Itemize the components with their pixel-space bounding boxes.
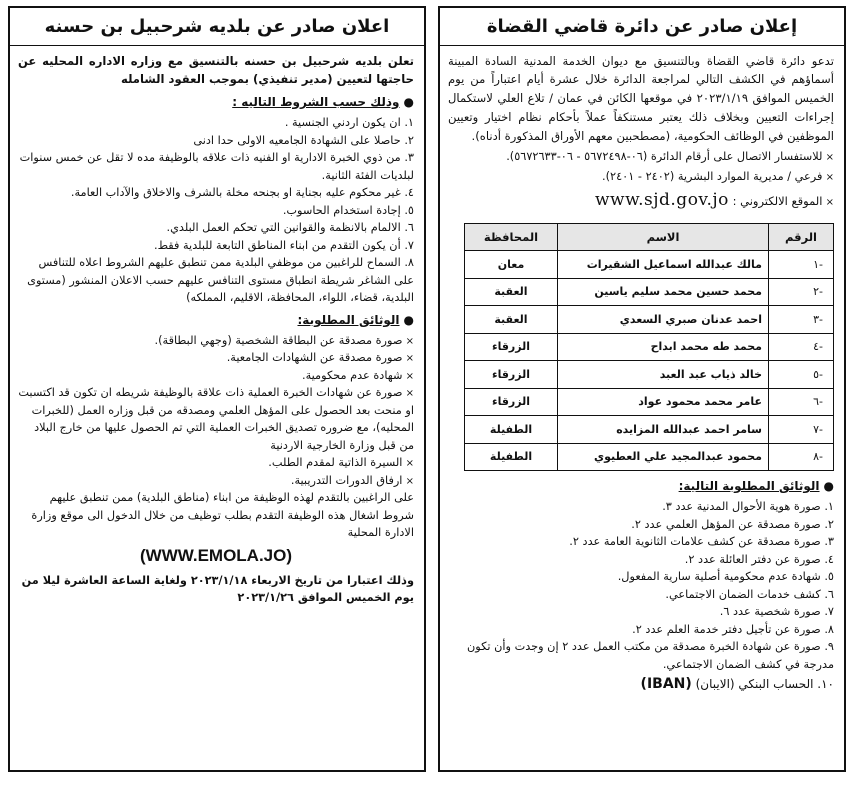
table-row xyxy=(465,306,834,334)
row-name: سامر احمد عبدالله المزايده xyxy=(558,416,769,444)
header-number: الرقم xyxy=(769,223,834,251)
list-item: ٦. الالمام بالانظمة والقوانين التي تحكم العمل البلدي. xyxy=(166,221,414,235)
row-name: احمد عدنان صبري السعدي xyxy=(558,306,769,334)
row-governorate: العقبة xyxy=(465,278,558,306)
row-name: مالك عبدالله اسماعيل الشقيرات xyxy=(558,251,769,279)
candidates-table xyxy=(464,223,834,472)
table-row xyxy=(465,251,834,279)
website-label: الموقع الالكتروني : xyxy=(732,193,823,208)
list-item: ٧. صورة شخصية عدد ٦. xyxy=(719,605,834,619)
table-row xyxy=(465,416,834,444)
list-item: ٢. صورة مصدقة عن المؤهل العلمي عدد ٢. xyxy=(631,517,834,531)
list-item: × صورة مصدقة عن الشهادات الجامعية. xyxy=(18,349,414,367)
row-name: عامر محمد محمود عواد xyxy=(558,388,769,416)
conditions-heading: ●وذلك حسب الشروط التاليه : xyxy=(18,93,414,112)
list-item: ٧. أن يكون التقدم من ابناء المناطق التابعة للبلدية فقط. xyxy=(153,238,414,252)
row-number: -١ xyxy=(769,251,834,279)
list-item: ٤. غير محكوم عليه بجناية او بجنحه مخلة بالشرف والاخلاق والآداب العامة. xyxy=(70,186,414,200)
table-row xyxy=(465,388,834,416)
list-item: ٦. كشف خدمات الضمان الاجتماعي. xyxy=(665,587,834,601)
row-governorate: الطفيلة xyxy=(465,443,558,471)
municipality-notice xyxy=(8,6,426,772)
bullet-icon: ● xyxy=(403,312,414,327)
header-name: الاسم xyxy=(558,223,769,251)
list-item: ٣. صورة مصدقة عن كشف علامات الثانوية العامة عدد ٢. xyxy=(569,535,834,549)
row-governorate: الزرقاء xyxy=(465,333,558,361)
website-link[interactable]: (WWW.EMOLA.JO) xyxy=(139,545,293,565)
bullet-icon: ● xyxy=(823,479,834,494)
table-row xyxy=(465,443,834,471)
bullet-icon: ● xyxy=(403,95,414,110)
website-line xyxy=(448,186,834,215)
row-governorate: معان xyxy=(465,251,558,279)
row-number: -٥ xyxy=(769,361,834,389)
documents-heading: ●الوثائق المطلوبة: xyxy=(18,311,414,330)
list-item: ١. ان يكون اردني الجنسية . xyxy=(284,116,414,130)
list-item: × السيرة الذاتية لمقدم الطلب. xyxy=(18,454,414,472)
list-item: ٤. صورة عن دفتر العائلة عدد ٢. xyxy=(684,552,834,566)
notice-intro: تعلن بلديه شرحبيل بن حسنه بالتنسيق مع وزاره الاداره المحليه عن حاجتها لتعيين (مدير تنفيذي) بموجب العقود الشامله xyxy=(18,53,414,87)
row-governorate: الزرقاء xyxy=(465,361,558,389)
row-name: محمود عبدالمجيد علي العطيوي xyxy=(558,443,769,471)
row-name: خالد ذياب عبد العبد xyxy=(558,361,769,389)
row-governorate: الطفيلة xyxy=(465,416,558,444)
list-item: × ارفاق الدورات التدريبية. xyxy=(18,472,414,490)
row-governorate: الزرقاء xyxy=(465,388,558,416)
header-governorate: المحافظة xyxy=(465,223,558,251)
list-item: ٩. صورة عن شهادة الخبرة مصدقة من مكتب العمل عدد ٢ إن وجدت وأن تكون مدرجة في كشف الضمان الاجتماعي. xyxy=(466,640,834,671)
closing-text: على الراغبين بالتقدم لهذه الوظيفة من ابناء (مناطق البلدية) ممن تنطبق عليهم شروط اشغال هذه الوظيفة التقدم بطلب توظيف من خلال الدخول الى موقع وزارة الادارة المحلية xyxy=(31,491,414,540)
notice-intro: تدعو دائرة قاضي القضاة وبالتنسيق مع ديوان الخدمة المدنية السادة المبينة أسماؤهم في الكشف التالي لمراجعة الدائرة خلال عشرة أيام اعتباراً من يوم الخميس الموافق ٢٠٢٣/١/١٩ في موقعها الكائن في عمان / تلاع العلي لاستكمال إجراءات التعيين وبخلاف ذلك يعتبر مستنكفاً عملاً بأحكام نظام اختيار وتعيين الموظفين في الوظائف الحكومية، (مصطحبين معهم الأوراق المذكورة أدناه). xyxy=(448,53,835,143)
list-item: ٨. صورة عن تأجيل دفتر خدمة العلم عدد ٢. xyxy=(632,622,834,636)
list-item: ١. صورة هوية الأحوال المدنية عدد ٣. xyxy=(662,500,834,514)
list-item: ٢. حاصلا على الشهادة الجامعيه الاولى حدا ادنى xyxy=(193,133,414,147)
row-number: -٦ xyxy=(769,388,834,416)
chief-justice-notice xyxy=(438,6,846,772)
row-number: -٤ xyxy=(769,333,834,361)
table-header-row xyxy=(465,223,834,251)
row-number: -٨ xyxy=(769,443,834,471)
documents-heading: ●الوثائق المطلوبة التالية: xyxy=(448,477,834,496)
row-name: محمد حسين محمد سليم ياسين xyxy=(558,278,769,306)
contact-line: × للاستفسار الاتصال على أرقام الدائرة (٠٦-٥٦٧٢٤٩٨ - ٠٦-٥٦٧٢٦٣٣). xyxy=(448,147,834,166)
website-url[interactable]: www.sjd.gov.jo xyxy=(594,189,729,210)
table-row xyxy=(465,333,834,361)
row-number: -٢ xyxy=(769,278,834,306)
list-item: ٨. السماح للراغبين من موظفي البلدية ممن تنطبق عليهم الشروط اعلاه للتنافس على الشاغر شريطة انطباق مستوى التنافس عليهم حسب الاعلان المنشور (مستوى البلدية، قضاء، اللواء، المحافظة، الاقليم، المملكه) xyxy=(27,256,414,305)
iban-label: ١٠. الحساب البنكي (الايبان) xyxy=(695,677,834,692)
row-name: محمد طه محمد ابداح xyxy=(558,333,769,361)
notice-title: اعلان صادر عن بلديه شرحبيل بن حسنه xyxy=(10,16,424,46)
list-item: × شهادة عدم محكومية. xyxy=(18,367,414,385)
branch-line: × فرعي / مديرية الموارد البشرية (٢٤٠٢ - ٢٤٠١). xyxy=(448,167,834,186)
iban-code: (IBAN) xyxy=(640,676,692,693)
deadline-text: وذلك اعتبارا من تاريخ الاربعاء ٢٠٢٣/١/١٨ ولغاية الساعة العاشرة ليلا من يوم الخميس الموافق ٢٠٢٣/١/٢٦ xyxy=(21,573,414,605)
row-number: -٧ xyxy=(769,416,834,444)
notice-title: إعلان صادر عن دائرة قاضي القضاة xyxy=(440,16,844,46)
list-item: ٥. إجادة استخدام الحاسوب. xyxy=(282,203,414,217)
list-item: ٥. شهادة عدم محكومية أصلية سارية المفعول. xyxy=(617,570,834,584)
list-item: ٣. من ذوي الخبرة الادارية او الفنيه ذات علاقه بالوظيفة مده لا تقل عن خمس سنوات لبلديات الفئة الثانية. xyxy=(19,151,414,182)
table-row xyxy=(465,361,834,389)
list-item: × صورة عن شهادات الخبرة العملية ذات علاقة بالوظيفة شريطه ان تكون قد اكتسبت او منحت بعد الحصول على المؤهل العلمي ومصدقه من قبل وزاره العمل (للخبرات المحليه)، مع ضروره تصديق الخبرات العملية التي تم الحصول عليها من خارج البلاد من قبل وزارة الخارجية الاردنية xyxy=(18,384,414,454)
list-item: × صورة مصدقة عن البطاقة الشخصية (وجهي البطاقة). xyxy=(18,332,414,350)
table-row xyxy=(465,278,834,306)
iban-item xyxy=(448,673,834,695)
row-number: -٣ xyxy=(769,306,834,334)
row-governorate: العقبة xyxy=(465,306,558,334)
